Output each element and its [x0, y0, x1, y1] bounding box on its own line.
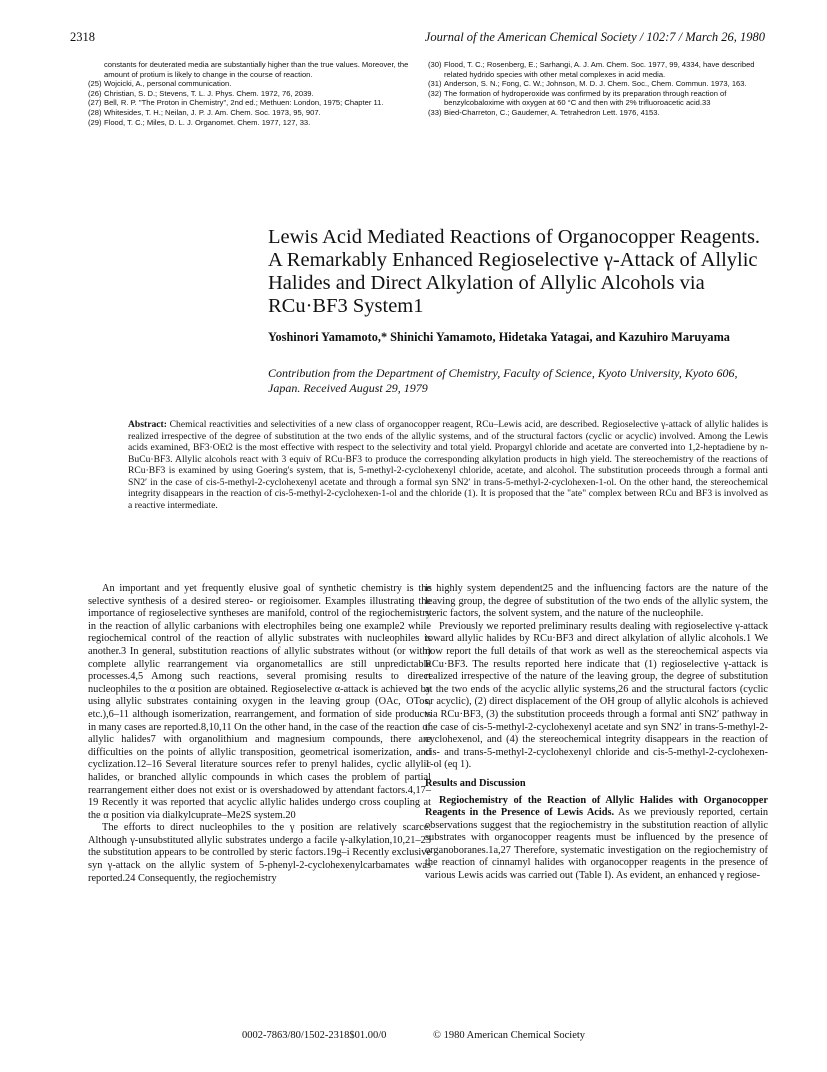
- abstract: [128, 419, 768, 511]
- reference-item: (33) Bied-Charreton, C.; Gaudemer, A. Tetrahedron Lett. 1976, 4153.: [428, 107, 660, 117]
- reference-item: (32) The formation of hydroperoxide was confirmed by its preparation through reaction of benzylcobaloxime with oxygen at 60 °C and then with 2% trifluoroacetic acid.33: [428, 88, 727, 108]
- reference-item: (31) Anderson, S. N.; Fong, C. W.; Johnson, M. D. J. Chem. Soc., Chem. Commun. 1973, 163.: [428, 79, 747, 89]
- reference-item: (26) Christian, S. D.; Stevens, T. L. J. Phys. Chem. 1972, 76, 2039.: [88, 88, 314, 98]
- body-paragraph: is highly system dependent25 and the influencing factors are the nature of the leaving group, the degree of substitution of the two ends of the allylic system, the steric factors, the solvent system, and the nature of the nucleophile.: [425, 583, 768, 620]
- reference-item: (29) Flood, T. C.; Miles, D. L. J. Organomet. Chem. 1977, 127, 33.: [88, 117, 311, 127]
- body-paragraph: The efforts to direct nucleophiles to the γ position are relatively scarce. Although γ-unsubstituted allylic substrates undergo a facile γ-alkylation,10,21–23 the substitution appears to be controlled by steric factors.19g–i Recently exclusive syn γ-attack on the allylic system of 5-phenyl-2-cyclohexenylcarbamates was reported.24 Consequently, the regiochemistry: [88, 822, 431, 884]
- abstract-label: Abstract:: [128, 419, 167, 430]
- section-heading: Results and Discussion: [425, 777, 526, 789]
- footer-code: 0002-7863/80/1502-2318$01.00/0: [242, 1030, 387, 1041]
- subsection-heading: Regiochemistry of the Reaction of Allylic Halides with Organocopper Reagents in the Presence of Lewis Acids.: [425, 794, 768, 819]
- reference-item: (30) Flood, T. C.; Rosenberg, E.; Sarhangi, A. J. Am. Chem. Soc. 1977, 99, 4334, have described related hydrido species with other metal complexes in acid media.: [428, 60, 755, 79]
- references-right-column: [428, 60, 768, 118]
- body-paragraph: Regiochemistry of the Reaction of Allylic Halides with Organocopper Reagents in the Presence of Lewis Acids. As we previously reported, certain observations suggest that the regiochemistry in the substitution reaction of allylic substrates with organocopper reagents must be influenced by the presence of organoboranes.1a,27 Therefore, systematic investigation on the regiochemistry of the reaction of cinnamyl halides with organocopper reagents in the presence of various Lewis acids was carried out (Table I). As evident, an enhanced γ regiose-: [425, 794, 768, 882]
- reference-item: (25) Wojcicki, A., personal communication.: [88, 79, 232, 89]
- body-right-column: [425, 583, 768, 883]
- references-left-column: [88, 60, 418, 127]
- footer-copyright: © 1980 American Chemical Society: [433, 1030, 586, 1041]
- body-paragraph: An important and yet frequently elusive goal of synthetic chemistry is the selective synthesis of a desired stereo- or regioisomer. Examples illustrating the importance of regioselective syntheses are manifold, control of the regiochemistry in the reaction of allylic carbanions with electrophiles being one example2 while regiochemical control of the reaction of allylic substrates with nucleophiles is another.3 In general, substitution reactions of allylic substrates without (or with) complete allylic rearrangement via organometallics are still unpredictable processes.4,5 Among such reactions, several promising results to direct nucleophiles to the α position are obtained. Regioselective α-attack is achieved by using allylic substrates containing oxygen in the leaving group (OAc, OTos, etc.),6–11 although isomerization, rearrangement, and formation of side products in many cases are reported.8,10,11 On the other hand, in the case of the reaction of allylic halides7 with organolithium and magnesium compounds, there are difficulties on the points of allylic transposition, geometrical isomerization, and cyclization.12–16 Several literature sources refer to prenyl halides, cyclic allylic halides, or branched allylic compounds in which cases the problem of partial rearrangement either does not exist or is overshadowed by attendant factors.4,17–19 Recently it was reported that acyclic allylic halides undergo cross coupling at the α position via dialkylcuprate–Me2S system.20: [88, 583, 431, 821]
- running-header: Journal of the American Chemical Society / 102:7 / March 26, 1980: [424, 30, 765, 44]
- abstract-text: Chemical reactivities and selectivities of a new class of organocopper reagent, RCu–Lewis acid, are described. Regioselective γ-attack of allylic halides is realized irrespective of the degree of substitution at the two ends of the allylic systems, and of the structural factors (cyclic or acyclic) involved. Among the Lewis acids examined, BF3·OEt2 is the most effective with respect to the selectivity and total yield. Propargyl chloride and acetate are converted into 1,2-heptadiene by n-BuCu·BF3. Allylic alcohols react with 3 equiv of RCu·BF3 to produce the corresponding alkylation products in high yield. The stereochemistry of the reactions of RCu·BF3 is examined by using Goering's system, that is, 5-methyl-2-cyclohexenyl chloride, acetate, and alcohol. The substitution proceeds through a formal anti SN2′ in the case of cis-5-methyl-2-cyclohexenyl acetate and through a formal syn SN2′ in trans-5-methyl-2-cyclohexen-1-ol. On the other hand, the stereochemical integrity disappears in the reaction of cis-5-methyl-2-cyclohexen-1-ol and the chloride (1). It is proposed that the "ate" complex between RCu and BF3 is involved as a reactive intermediate.: [128, 419, 768, 511]
- article-title: Lewis Acid Mediated Reactions of Organocopper Reagents. A Remarkably Enhanced Regioselective γ-Attack of Allylic Halides and Direct Alkylation of Allylic Alcohols via RCu·BF3 System1: [268, 226, 761, 317]
- body-paragraph: Previously we reported preliminary results dealing with regioselective γ-attack toward allylic halides by RCu·BF3 and direct alkylation of allylic alcohols.1 We now report the full details of that work as well as the stereochemical aspects via RCu·BF3. The results reported here indicate that (1) regioselective γ-attack is realized irrespective of the nature of the leaving group, the degree of substitution at the two ends of the acyclic allylic systems,26 and the structural factors (cyclic or acyclic), (2) direct displacement of the OH group of allylic alcohols is achieved via RCu·BF3, (3) the substitution proceeds through a formal anti SN2′ pathway in the case of cis-5-methyl-2-cyclohexenyl acetate and syn SN2′ in trans-5-methyl-2-cyclohexenol, and (4) the stereochemical integrity disappears in the reaction of cis- and trans-5-methyl-2-cyclohexenyl chloride and cis-5-methyl-2-cyclohexen-1-ol (eq 1).: [425, 620, 768, 771]
- page-number: 2318: [70, 30, 95, 44]
- article-affiliation: Contribution from the Department of Chemistry, Faculty of Science, Kyoto University, Kyoto 606, Japan. Received August 29, 1979: [268, 366, 738, 395]
- reference-item: (28) Whitesides, T. H.; Neilan, J. P. J. Am. Chem. Soc. 1973, 95, 907.: [88, 107, 321, 117]
- reference-item: constants for deuterated media are substantially higher than the true values. Moreover, the amount of protium is likely to change in the course of reaction.: [104, 60, 409, 79]
- article-authors: Yoshinori Yamamoto,* Shinichi Yamamoto, Hidetaka Yatagai, and Kazuhiro Maruyama: [268, 330, 730, 344]
- reference-item: (27) Bell, R. P. "The Proton in Chemistry", 2nd ed.; Methuen: London, 1975; Chapter 11.: [88, 98, 384, 108]
- body-left-column: [88, 583, 431, 885]
